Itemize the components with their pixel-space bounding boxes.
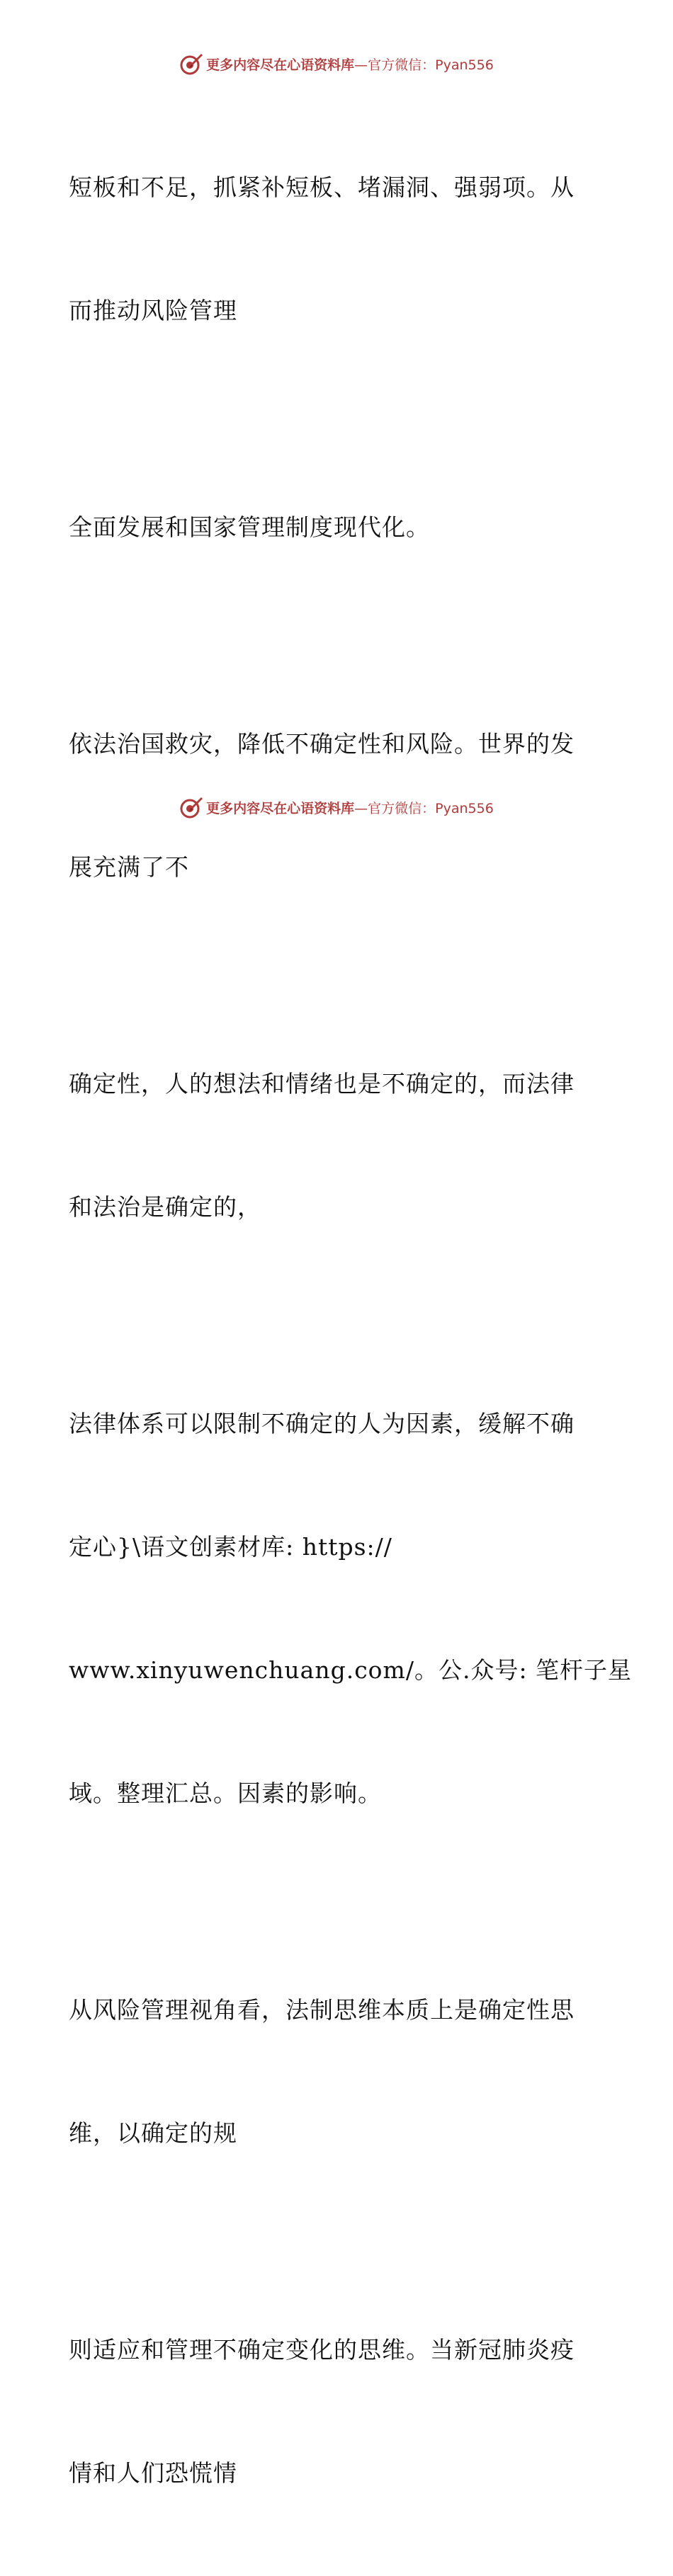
text-line: 定心}\语文创素材库: https://: [69, 1533, 392, 1561]
text-line: 依法治国救灾，降低不确定性和风险。世界的发: [69, 730, 575, 758]
paragraph: [69, 425, 593, 630]
watermark-site-text: 更多内容尽在心语资料库: [206, 800, 355, 816]
pen-logo-icon: [179, 795, 203, 819]
watermark-wechat-text: —官方微信：Pyan556: [354, 800, 494, 816]
text-line: 而推动风险管理: [69, 297, 237, 324]
header-watermark: [0, 50, 673, 78]
text-line: 则适应和管理不确定变化的思维。当新冠肺炎疫: [69, 2336, 575, 2364]
paragraph: [69, 2247, 593, 2576]
text-line: 短板和不足，抓紧补短板、堵漏洞、强弱项。从: [69, 173, 575, 201]
pen-logo-icon: [179, 52, 203, 76]
text-line: 维，以确定的规: [69, 2119, 237, 2147]
text-line: 情和人们恐慌情: [69, 2459, 237, 2487]
text-line: 法律体系可以限制不确定的人为因素，缓解不确: [69, 1410, 575, 1437]
paragraph: [69, 1321, 633, 1896]
text-line: 展充满了不: [69, 853, 189, 881]
text-line: 确定性，人的想法和情绪也是不确定的，而法律: [69, 1070, 575, 1098]
footer-watermark: [0, 793, 673, 821]
watermark-site-text: 更多内容尽在心语资料库: [206, 57, 355, 73]
paragraph: [69, 1908, 593, 2236]
paragraph: [69, 85, 593, 414]
body-text: [69, 85, 633, 2576]
text-line: 域。整理汇总。因素的影响。: [69, 1779, 382, 1807]
watermark-wechat-text: —官方微信：Pyan556: [354, 57, 494, 73]
text-line: 和法治是确定的，: [69, 1193, 261, 1221]
text-line: 全面发展和国家管理制度现代化。: [69, 513, 430, 541]
text-line: www.xinyuwenchuang.com/。公.众号: 笔杆子星: [69, 1656, 633, 1684]
text-line: 从风险管理视角看，法制思维本质上是确定性思: [69, 1996, 575, 2024]
paragraph: [69, 981, 593, 1310]
